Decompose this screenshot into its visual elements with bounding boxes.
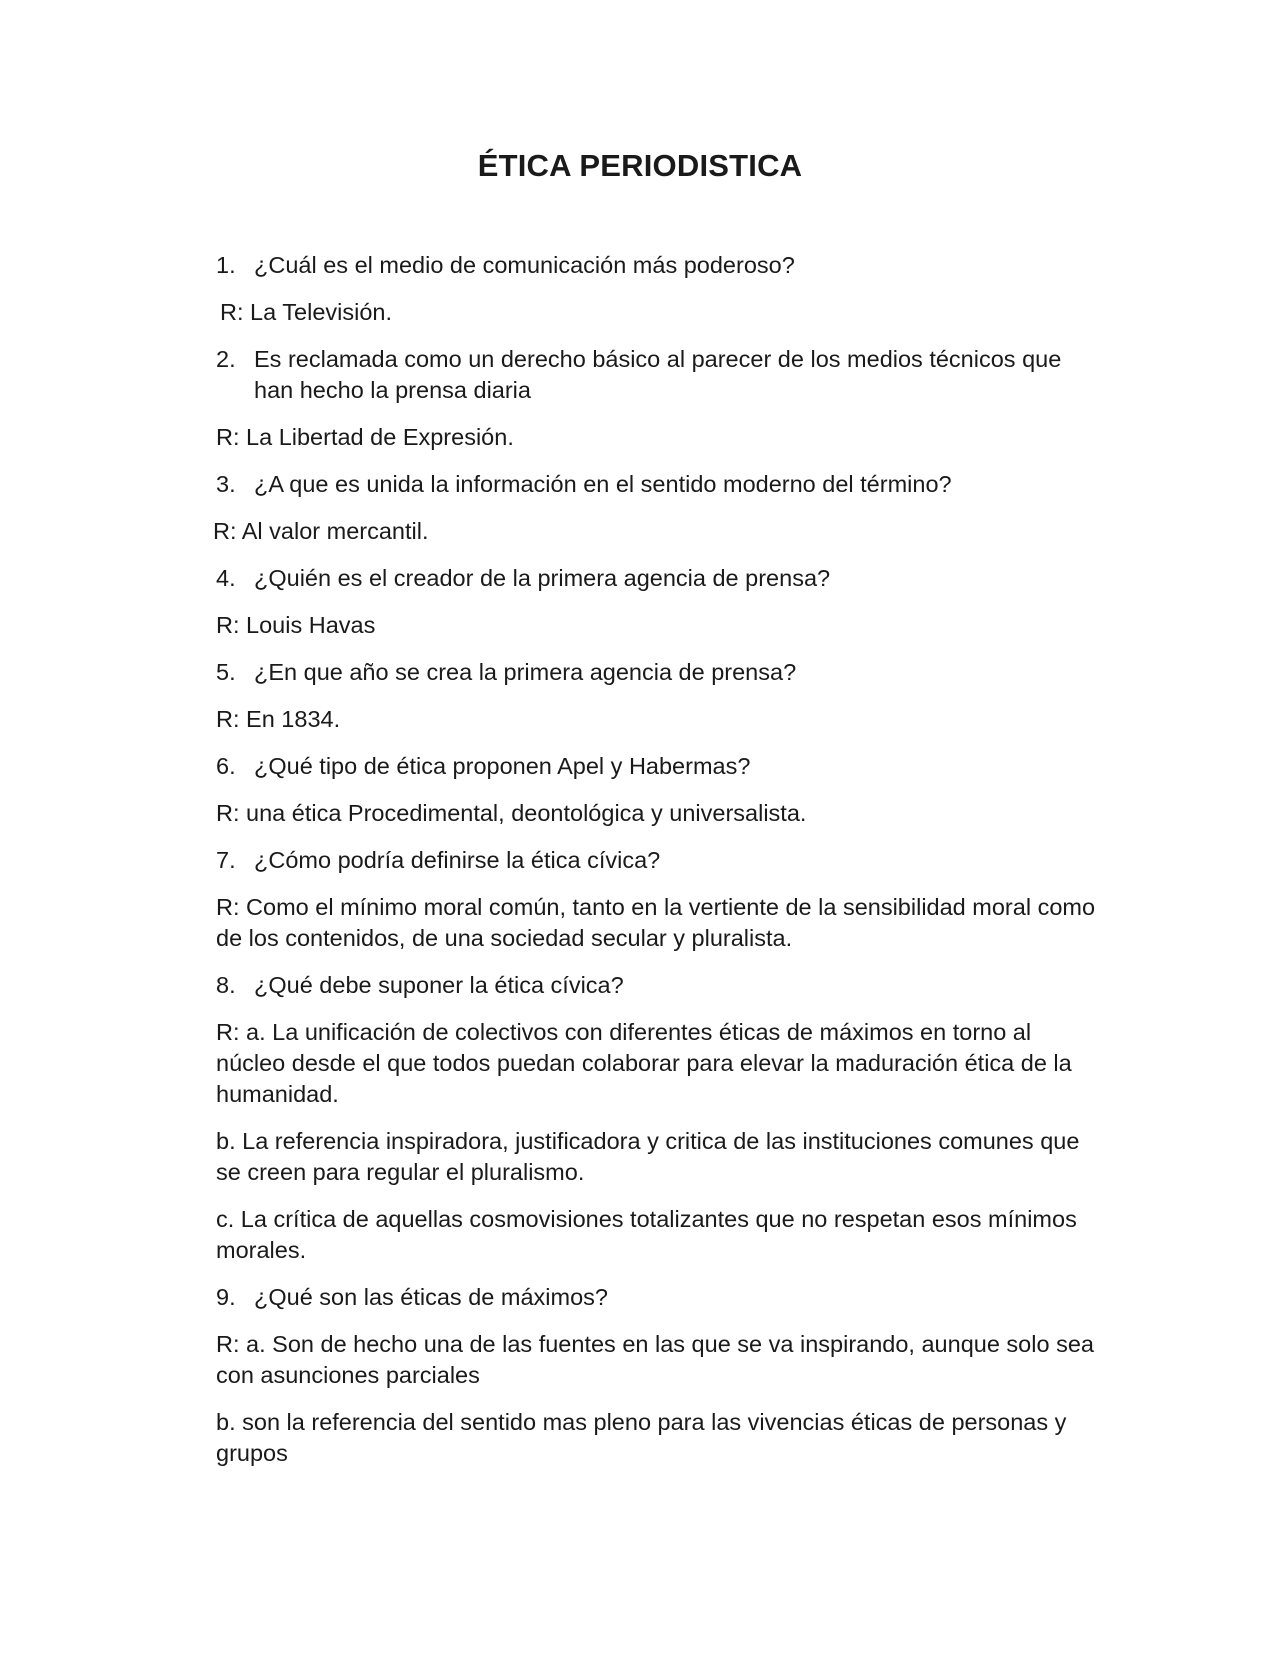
question-text: ¿Cómo podría definirse la ética cívica? — [254, 847, 661, 873]
answer-text: b. son la referencia del sentido mas pleno para las vivencias éticas de personas y grupos — [216, 1409, 1067, 1466]
question-item — [216, 751, 1096, 782]
answer-text: R: a. Son de hecho una de las fuentes en las que se va inspirando, aunque solo sea con asunciones parciales — [216, 1331, 1094, 1388]
question-text: ¿En que año se crea la primera agencia de prensa? — [254, 659, 797, 685]
page-title: ÉTICA PERIODISTICA — [477, 148, 803, 183]
question-item — [216, 1282, 1096, 1313]
question-item — [216, 250, 1096, 281]
answer-text: R: Al valor mercantil. — [213, 518, 429, 544]
question-text: Es reclamada como un derecho básico al parecer de los medios técnicos que han hecho la prensa diaria — [254, 346, 1062, 403]
question-item — [216, 970, 1096, 1001]
question-number: 6. — [216, 753, 236, 779]
answer-text: R: En 1834. — [216, 706, 341, 732]
question-text: ¿A que es unida la información en el sentido moderno del término? — [254, 471, 952, 497]
answer-text: R: La Televisión. — [220, 299, 392, 325]
question-number: 3. — [216, 471, 236, 497]
qa-list — [213, 250, 1096, 1485]
question-item — [216, 469, 1096, 500]
answer-text: c. La crítica de aquellas cosmovisiones totalizantes que no respetan esos mínimos morales. — [216, 1206, 1077, 1263]
question-number: 8. — [216, 972, 236, 998]
answer-text: R: a. La unificación de colectivos con diferentes éticas de máximos en torno al núcleo desde el que todos puedan colaborar para elevar la maduración ética de la humanidad. — [216, 1019, 1072, 1107]
answer-text: R: La Libertad de Expresión. — [216, 424, 514, 450]
answer-text: R: una ética Procedimental, deontológica y universalista. — [216, 800, 807, 826]
question-text: ¿Quién es el creador de la primera agencia de prensa? — [254, 565, 831, 591]
question-number: 9. — [216, 1284, 236, 1310]
answer-text: R: Louis Havas — [216, 612, 376, 638]
question-number: 7. — [216, 847, 236, 873]
question-item — [216, 563, 1096, 594]
answer-text: R: Como el mínimo moral común, tanto en la vertiente de la sensibilidad moral como de los contenidos, de una sociedad secular y pluralista. — [216, 894, 1096, 951]
question-text: ¿Qué tipo de ética proponen Apel y Habermas? — [254, 753, 751, 779]
question-text: ¿Qué son las éticas de máximos? — [254, 1284, 608, 1310]
question-item — [216, 344, 1096, 406]
question-text: ¿Qué debe suponer la ética cívica? — [254, 972, 624, 998]
question-number: 4. — [216, 565, 236, 591]
question-item — [216, 657, 1096, 688]
question-number: 1. — [216, 252, 236, 278]
answer-text: b. La referencia inspiradora, justificadora y critica de las instituciones comunes que se creen para regular el pluralismo. — [216, 1128, 1080, 1185]
question-text: ¿Cuál es el medio de comunicación más poderoso? — [254, 252, 795, 278]
question-number: 2. — [216, 346, 236, 372]
question-item — [216, 845, 1096, 876]
question-number: 5. — [216, 659, 236, 685]
